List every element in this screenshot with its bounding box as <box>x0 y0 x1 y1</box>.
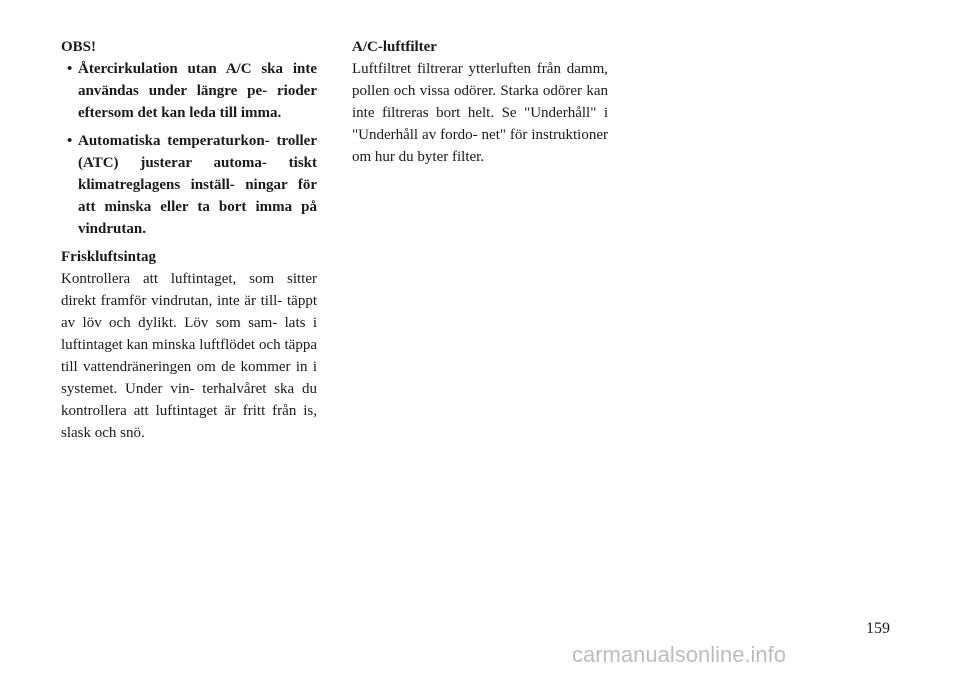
section-heading: A/C-luftfilter <box>352 39 437 55</box>
bullet-icon: • <box>67 133 73 149</box>
bullet-text: Automatiska temperaturkon- troller (ATC) justerar automa- tiskt klimatreglagens inställ- ningar för att minska eller ta bort imma på vindrutan. <box>78 133 317 237</box>
note-bullet-item <box>61 58 317 124</box>
note-bullet-item <box>61 130 317 240</box>
note-heading: OBS! <box>61 39 97 55</box>
fresh-air-section <box>61 246 317 444</box>
page-number: 159 <box>866 620 890 637</box>
note-bullet-list <box>61 58 317 240</box>
right-column <box>352 36 608 168</box>
section-body: Luftfiltret filtrerar ytterluften från damm, pollen och vissa odörer. Starka odörer kan inte filtreras bort helt. Se "Underhåll" i "Underhåll av fordo- net" för instruktioner om hur du byter filter. <box>352 61 608 165</box>
section-body: Kontrollera att luftintaget, som sitter direkt framför vindrutan, inte är till- täppt av löv och dylikt. Löv som sam- lats i luftintaget kan minska luftflödet och täppa till vattendräneringen om de kommer in i systemet. Under vin- terhalvåret ska du kontrollera att luftintaget är fritt från is, slask och snö. <box>61 271 317 441</box>
watermark: carmanualsonline.info <box>572 642 787 667</box>
left-column <box>61 36 317 444</box>
section-heading: Friskluftsintag <box>61 249 157 265</box>
bullet-icon: • <box>67 61 73 77</box>
bullet-text: Återcirkulation utan A/C ska inte användas under längre pe- rioder eftersom det kan leda till imma. <box>78 61 317 121</box>
